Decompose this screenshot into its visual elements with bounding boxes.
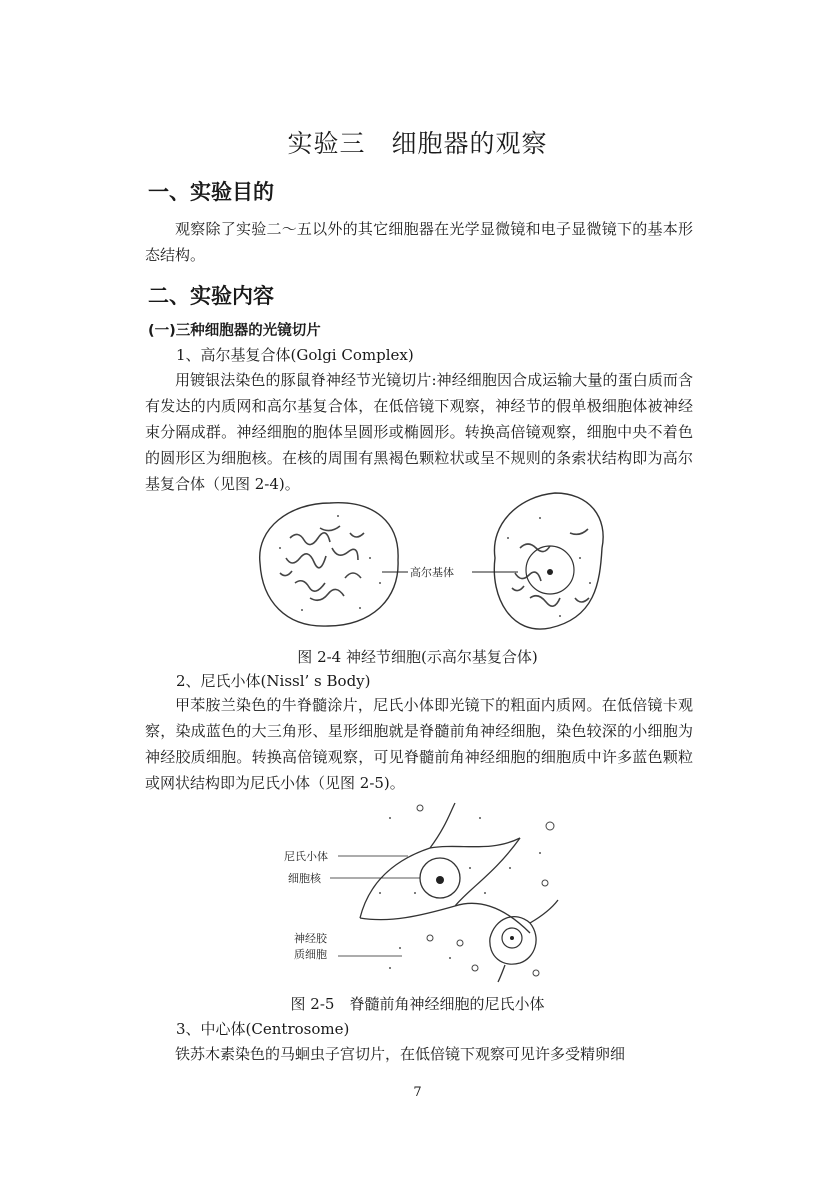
item-title-centrosome: 3、中心体(Centrosome) bbox=[176, 1020, 350, 1038]
subsection-heading: (一)三种细胞器的光镜切片 bbox=[148, 323, 321, 339]
item-title-golgi: 1、高尔基复合体(Golgi Complex) bbox=[176, 346, 414, 364]
glial-label-line2: 质细胞 bbox=[294, 948, 327, 961]
page-title: 实验三 细胞器的观察 bbox=[287, 129, 548, 158]
item-title-nissl: 2、尼氏小体(Nissl’ s Body) bbox=[176, 672, 371, 690]
golgi-figure-label: 高尔基体 bbox=[410, 566, 454, 579]
purpose-paragraph: 观察除了实验二～五以外的其它细胞器在光学显微镜和电子显微镜下的基本形态结构。 bbox=[145, 220, 693, 264]
glial-label-line1: 神经胶 bbox=[294, 932, 327, 945]
figure-spinal-neuron bbox=[280, 798, 570, 983]
section-heading-content: 二、实验内容 bbox=[148, 284, 274, 308]
golgi-paragraph: 用镀银法染色的豚鼠脊神经节光镜切片:神经细胞因合成运输大量的蛋白质而含有发达的内质网和高尔基复合体，在低倍镜下观察，神经节的假单极细胞体被神经束分隔成群。神经细胞的胞体呈圆形或椭圆形。转换高倍镜观察，细胞中央不着色的圆形区为细胞核。在核的周围有黑褐色颗粒状或呈不规则的条索状结构即为高尔基复合体（见图 2-4)。 bbox=[145, 371, 693, 493]
figure-caption-2-5: 图 2-5 脊髓前角神经细胞的尼氏小体 bbox=[290, 995, 545, 1013]
nucleus-label: 细胞核 bbox=[288, 872, 321, 885]
nissl-paragraph: 甲苯胺兰染色的牛脊髓涂片，尼氏小体即光镜下的粗面内质网。在低倍镜卡观察，染成蓝色的大三角形、星形细胞就是脊髓前角神经细胞，染色较深的小细胞为神经胶质细胞。转换高倍镜观察，可见脊髓前角神经细胞的细胞质中许多蓝色颗粒或网状结构即为尼氏小体（见图 2-5)。 bbox=[145, 696, 693, 792]
figure-caption-2-4: 图 2-4 神经节细胞(示高尔基复合体) bbox=[297, 648, 538, 666]
nissl-body-label: 尼氏小体 bbox=[284, 850, 328, 863]
figure-ganglion-cells bbox=[250, 488, 620, 638]
section-heading-purpose: 一、实验目的 bbox=[148, 180, 274, 204]
centrosome-paragraph: 铁苏木素染色的马蛔虫子宫切片，在低倍镜下观察可见许多受精卵细 bbox=[175, 1045, 626, 1063]
page-number: 7 bbox=[413, 1085, 422, 1100]
